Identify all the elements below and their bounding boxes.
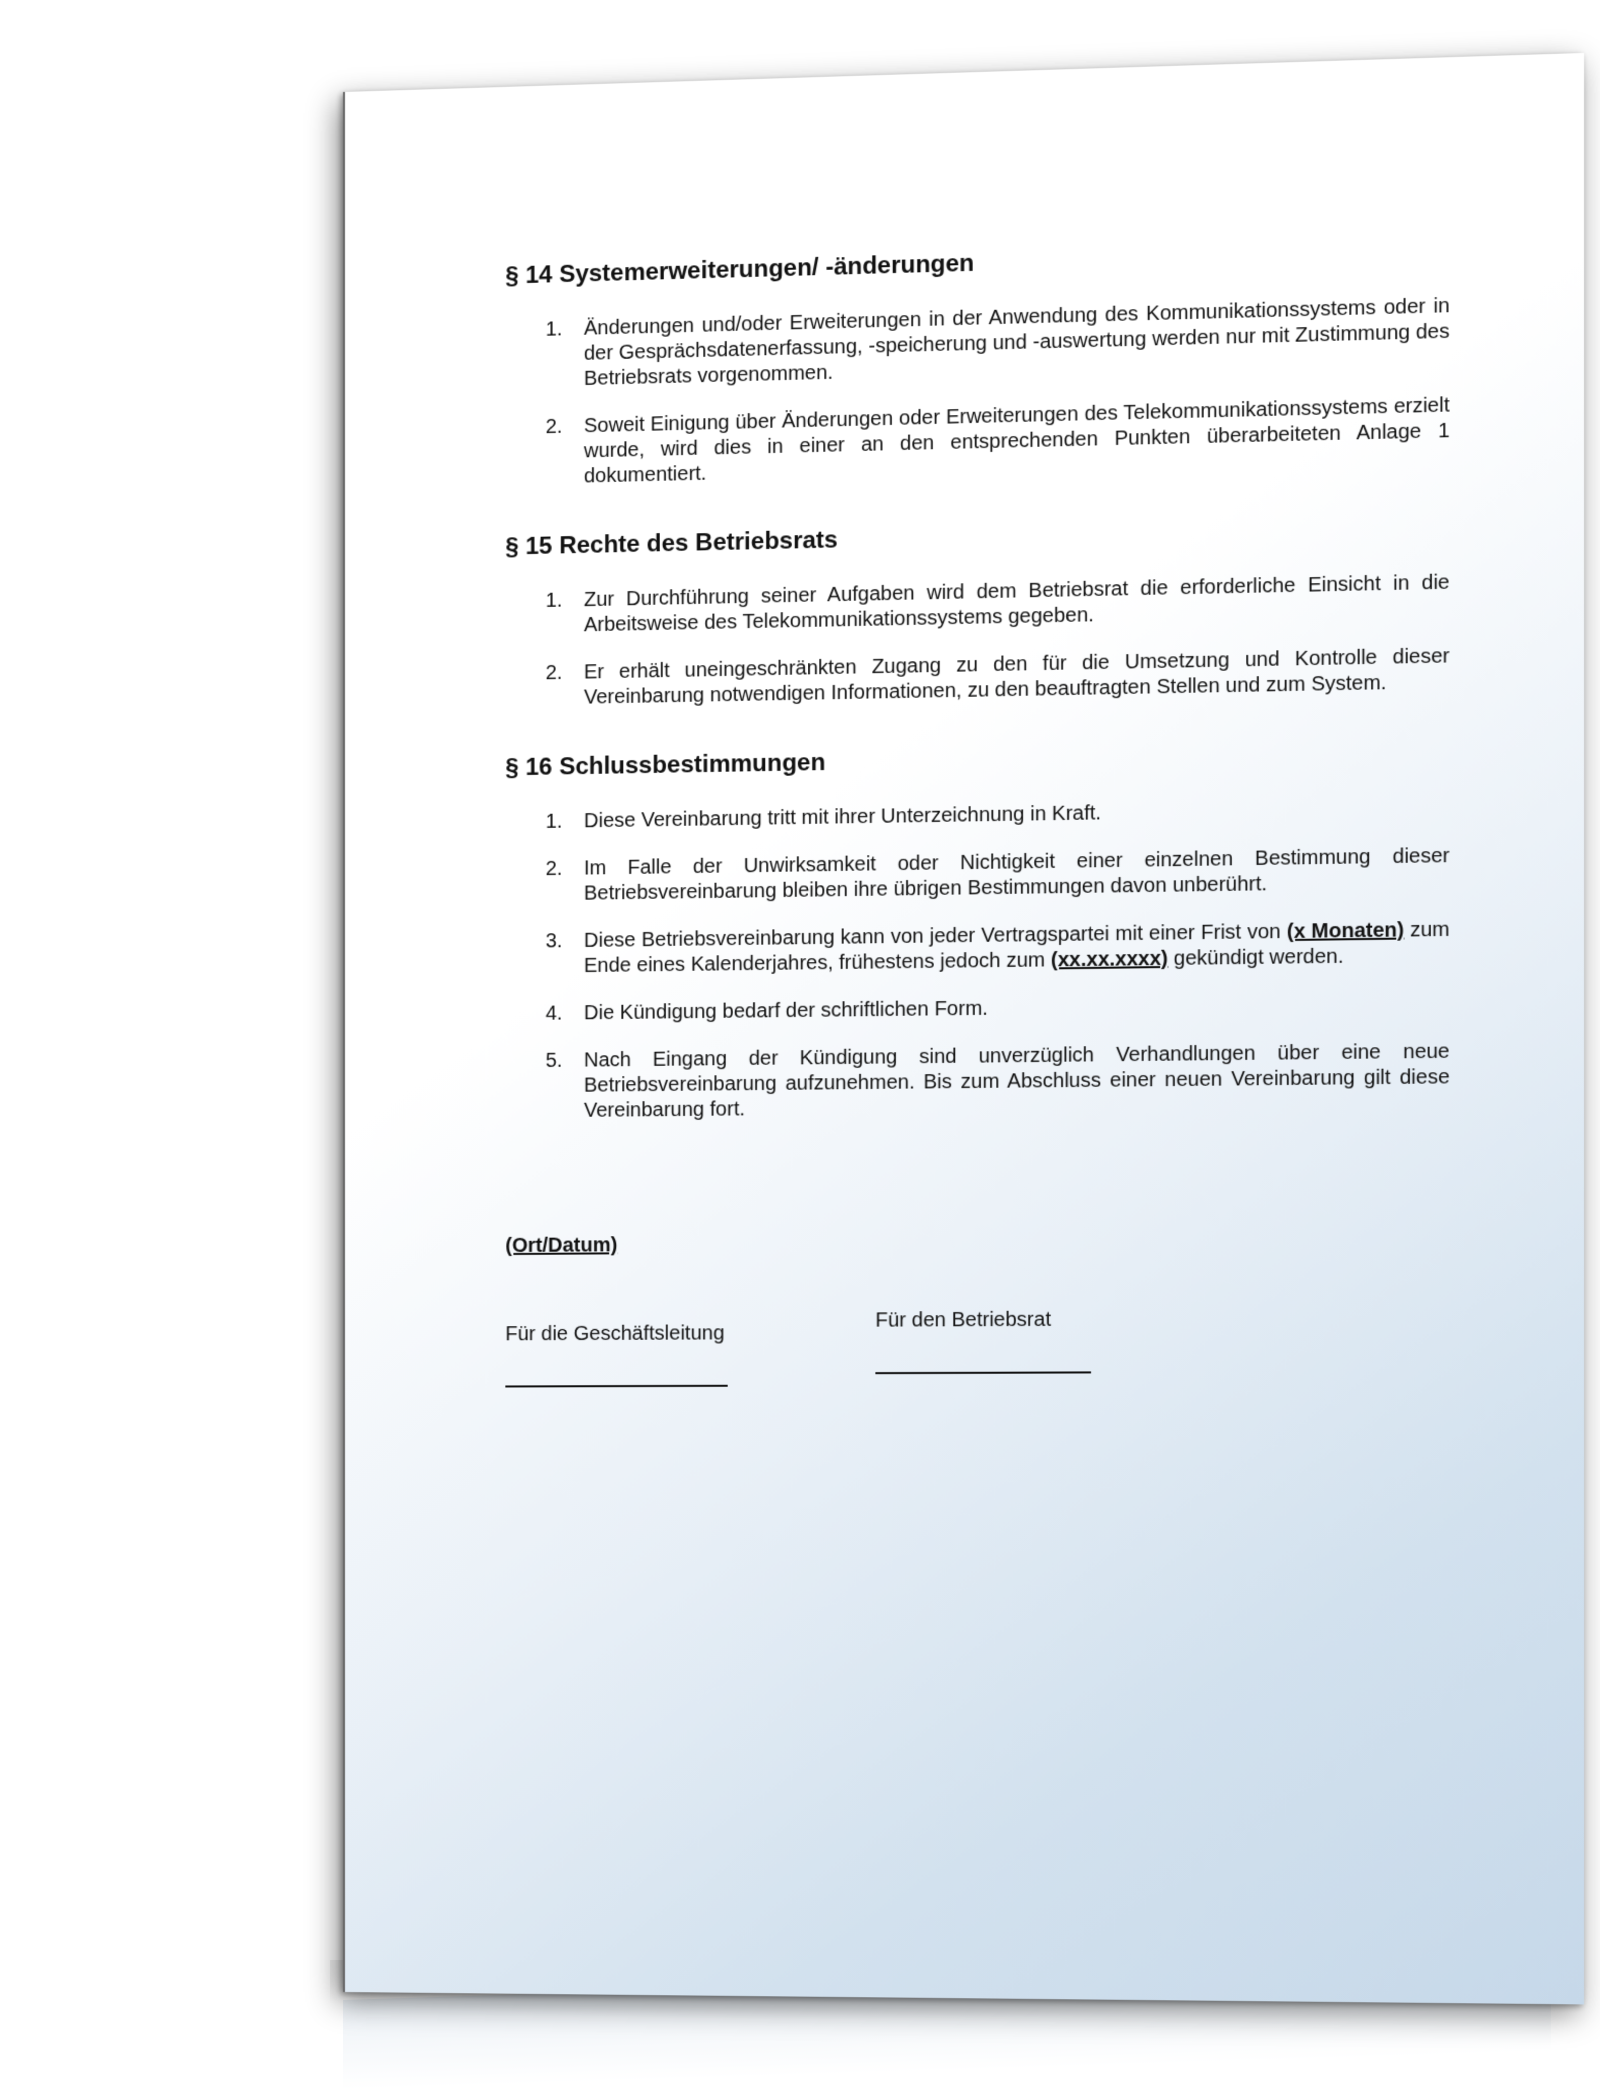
clause-text-part: gekündigt werden.: [1167, 945, 1344, 971]
clause-number: 2.: [545, 857, 563, 881]
signature-block: [505, 1229, 1449, 1436]
signature-label-management: Für die Geschäftsleitung: [505, 1322, 725, 1346]
clause-text-part: Zur Durchführung seiner Aufgaben wird dem Betriebsrat die erforderliche Einsicht in die Arbeitsweise des Telekommunikationssystems gegeben.: [583, 571, 1450, 637]
section-title: § 14 Systemerweiterungen/ -änderungen: [505, 249, 975, 290]
clause-text: [584, 844, 1450, 907]
signature-line-management: [505, 1385, 727, 1388]
clause-text-part: Änderungen und/oder Erweiterungen in der Anwendung des Kommunikationssystems oder in der Gesprächsdatenerfassung, -speicherung und -auswertung werden nur mit Zustimmung des Betriebsrats vorgenommen.: [583, 294, 1450, 391]
placeholder-field: (xx.xx.xxxx): [1050, 947, 1168, 972]
document-page: [343, 53, 1584, 2004]
clause-text-part: Im Falle der Unwirksamkeit oder Nichtigkeit einer einzelnen Bestimmung dieser Betriebsvereinbarung bleiben ihre übrigen Bestimmungen davon unberührt.: [583, 844, 1450, 905]
clause-item: [505, 917, 1449, 980]
clause-item: [505, 644, 1449, 712]
clause-text-part: zum Ende eines Kalenderjahres, frühestens jedoch zum: [583, 918, 1450, 978]
sections-container: [505, 236, 1449, 1124]
clause-number: 4.: [545, 1002, 563, 1025]
clause-number: 5.: [545, 1049, 563, 1072]
clause-text: [584, 796, 1450, 835]
clause-text: [584, 393, 1450, 489]
clause-text: [584, 917, 1450, 979]
clause-text-part: Die Kündigung bedarf der schriftlichen Form.: [583, 997, 988, 1025]
clause-number: 1.: [545, 810, 563, 833]
clause-item: [505, 570, 1449, 640]
clause-text: [584, 570, 1450, 638]
clause-text-part: Nach Eingang der Kündigung sind unverzüglich Verhandlungen über eine neue Betriebsvereinbarung aufzunehmen. Bis zum Abschluss einer neuen Vereinbarung gilt diese Vereinbarung fort.: [583, 1040, 1450, 1122]
clause-item: [505, 796, 1449, 836]
section: [505, 738, 1449, 1124]
clause-text: [584, 1039, 1450, 1124]
clause-text-part: Soweit Einigung über Änderungen oder Erweiterungen des Telekommunikationssystems erzielt wurde, wird dies in einer an den entsprechenden Punkten überarbeiteten Anlage 1 dokumentiert.: [583, 394, 1450, 488]
section: [505, 513, 1449, 712]
clause-item: [505, 1039, 1449, 1124]
section-title: § 16 Schlussbestimmungen: [505, 748, 826, 782]
clause-list: [505, 294, 1449, 492]
clause-text-part: Diese Vereinbarung tritt mit ihrer Unterzeichnung in Kraft.: [583, 802, 1102, 833]
clause-text: [584, 991, 1450, 1026]
signature-line-works-council: [875, 1371, 1091, 1374]
section-title: § 15 Rechte des Betriebsrats: [505, 526, 838, 561]
clause-text-part: Er erhält uneingeschränkten Zugang zu den für die Umsetzung und Kontrolle dieser Vereinbarung notwendigen Informationen, zu den beauftragten Stellen und zum System.: [583, 645, 1450, 709]
clause-number: 2.: [545, 661, 563, 685]
placeholder-field: (x Monaten): [1286, 919, 1405, 944]
clause-list: [505, 796, 1449, 1125]
clause-list: [505, 570, 1449, 712]
clause-number: 2.: [545, 415, 563, 439]
clause-text: [584, 294, 1450, 392]
clause-number: 1.: [545, 318, 563, 341]
clause-text-part: Diese Betriebsvereinbarung kann von jeder Vertragspartei mit einer Frist von: [583, 920, 1287, 952]
clause-item: [505, 294, 1449, 394]
signature-label-works-council: Für den Betriebsrat: [875, 1308, 1052, 1332]
clause-item: [505, 844, 1449, 908]
place-date-placeholder: (Ort/Datum): [505, 1234, 618, 1258]
clause-number: 1.: [545, 589, 563, 612]
document-content: [505, 236, 1449, 1435]
clause-item: [505, 991, 1449, 1027]
section: [505, 236, 1449, 491]
clause-number: 3.: [545, 930, 563, 953]
clause-text: [584, 644, 1450, 711]
clause-item: [505, 393, 1449, 491]
